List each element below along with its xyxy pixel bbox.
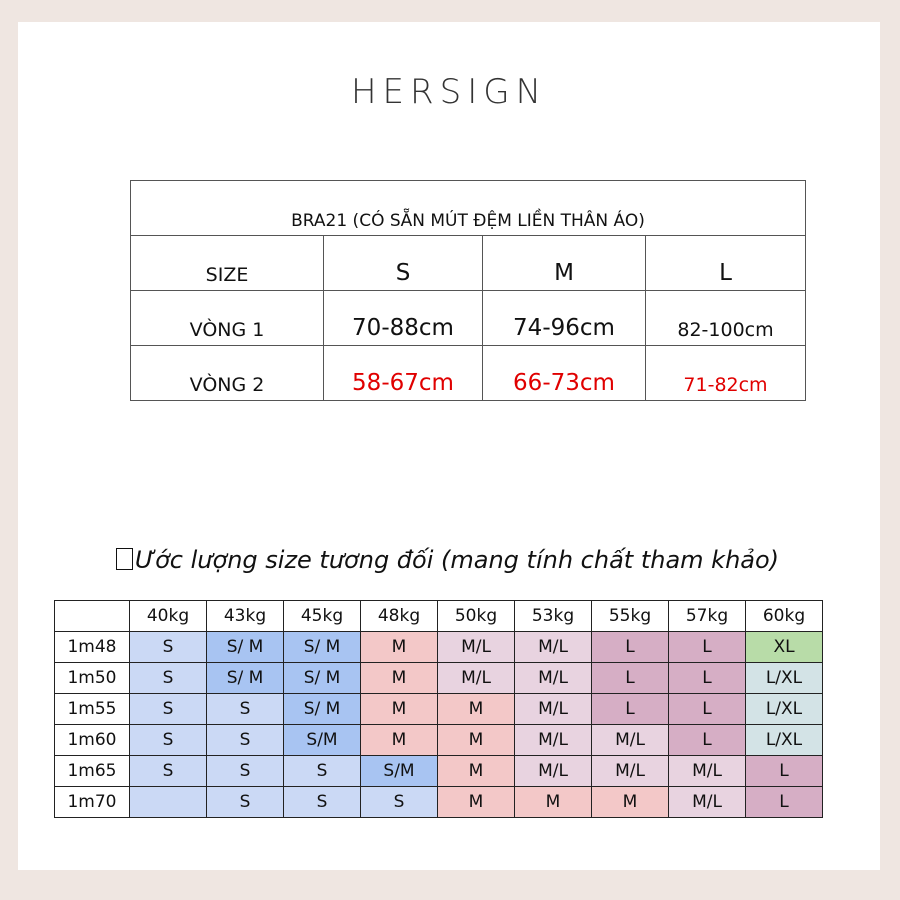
brand-logo: HERSIGN (350, 72, 548, 112)
vong-2-label: VÒNG 2 (131, 346, 324, 401)
height-label: 1m55 (55, 694, 130, 725)
height-label: 1m48 (55, 632, 130, 663)
size-cell: L (592, 632, 669, 663)
size-cell: M (592, 787, 669, 818)
size-cell: L (592, 663, 669, 694)
table-row (55, 663, 823, 694)
weight-header: 45kg (284, 601, 361, 632)
size-cell: M (515, 787, 592, 818)
weight-header: 57kg (669, 601, 746, 632)
size-cell: S (130, 725, 207, 756)
size-cell: L (592, 694, 669, 725)
table-row (55, 694, 823, 725)
corner-cell (55, 601, 130, 632)
size-cell: M (438, 725, 515, 756)
size-cell: S/ M (207, 632, 284, 663)
vong-2-l: 71-82cm (646, 346, 806, 401)
height-label: 1m60 (55, 725, 130, 756)
checkbox-glyph-icon (116, 548, 133, 570)
size-header-s: S (324, 236, 483, 291)
estimate-heading-text: Ước lượng size tương đối (mang tính chất tham khảo) (135, 546, 780, 574)
size-cell: M (438, 756, 515, 787)
vong-1-m: 74-96cm (483, 291, 646, 346)
size-cell: L (746, 787, 823, 818)
size-cell: M/L (515, 663, 592, 694)
size-cell: S/ M (284, 663, 361, 694)
size-cell: S/ M (207, 663, 284, 694)
size-cell: S/M (361, 756, 438, 787)
size-cell: S (361, 787, 438, 818)
size-cell: L (669, 663, 746, 694)
size-cell: L (746, 756, 823, 787)
size-cell: S/ M (284, 632, 361, 663)
weight-header: 53kg (515, 601, 592, 632)
weight-header: 40kg (130, 601, 207, 632)
size-cell: M (361, 694, 438, 725)
table-row (55, 632, 823, 663)
weight-header: 60kg (746, 601, 823, 632)
size-cell: L/XL (746, 694, 823, 725)
table-row (55, 725, 823, 756)
size-cell: S/M (284, 725, 361, 756)
vong-1-s: 70-88cm (324, 291, 483, 346)
size-cell: M (361, 725, 438, 756)
size-cell: M (438, 694, 515, 725)
size-cell (130, 787, 207, 818)
vong-2-m: 66-73cm (483, 346, 646, 401)
estimate-heading (116, 546, 779, 574)
size-header-m: M (483, 236, 646, 291)
height-label: 1m65 (55, 756, 130, 787)
size-cell: M (361, 632, 438, 663)
size-cell: M/L (669, 756, 746, 787)
size-cell: S (207, 787, 284, 818)
size-cell: S (207, 725, 284, 756)
page-frame (18, 22, 880, 870)
size-cell: S (130, 663, 207, 694)
size-cell: M/L (515, 632, 592, 663)
weight-header-row (55, 601, 823, 632)
size-cell: S (284, 756, 361, 787)
height-label: 1m50 (55, 663, 130, 694)
size-cell: M (438, 787, 515, 818)
vong-2-s: 58-67cm (324, 346, 483, 401)
size-chart-table (130, 180, 806, 401)
height-label: 1m70 (55, 787, 130, 818)
size-cell: M/L (515, 756, 592, 787)
size-cell: M/L (592, 725, 669, 756)
size-cell: M/L (669, 787, 746, 818)
table-row (55, 787, 823, 818)
size-cell: M/L (592, 756, 669, 787)
size-cell: L/XL (746, 663, 823, 694)
size-cell: M/L (515, 725, 592, 756)
weight-header: 50kg (438, 601, 515, 632)
size-cell: M/L (438, 663, 515, 694)
size-cell: L (669, 632, 746, 663)
size-cell: M (361, 663, 438, 694)
size-cell: S/ M (284, 694, 361, 725)
size-cell: S (207, 694, 284, 725)
size-cell: S (130, 694, 207, 725)
vong-1-label: VÒNG 1 (131, 291, 324, 346)
weight-header: 43kg (207, 601, 284, 632)
size-cell: S (130, 756, 207, 787)
size-header-label: SIZE (131, 236, 324, 291)
size-cell: S (284, 787, 361, 818)
size-header-l: L (646, 236, 806, 291)
size-cell: L/XL (746, 725, 823, 756)
weight-header: 48kg (361, 601, 438, 632)
weight-header: 55kg (592, 601, 669, 632)
size-cell: S (130, 632, 207, 663)
size-cell: L (669, 694, 746, 725)
size-cell: S (207, 756, 284, 787)
size-cell: M/L (515, 694, 592, 725)
table-row (55, 756, 823, 787)
size-estimate-grid (54, 600, 823, 818)
size-cell: L (669, 725, 746, 756)
size-cell: M/L (438, 632, 515, 663)
size-cell: XL (746, 632, 823, 663)
size-chart-title: BRA21 (CÓ SẴN MÚT ĐỆM LIỀN THÂN ÁO) (131, 181, 806, 236)
vong-1-l: 82-100cm (646, 291, 806, 346)
